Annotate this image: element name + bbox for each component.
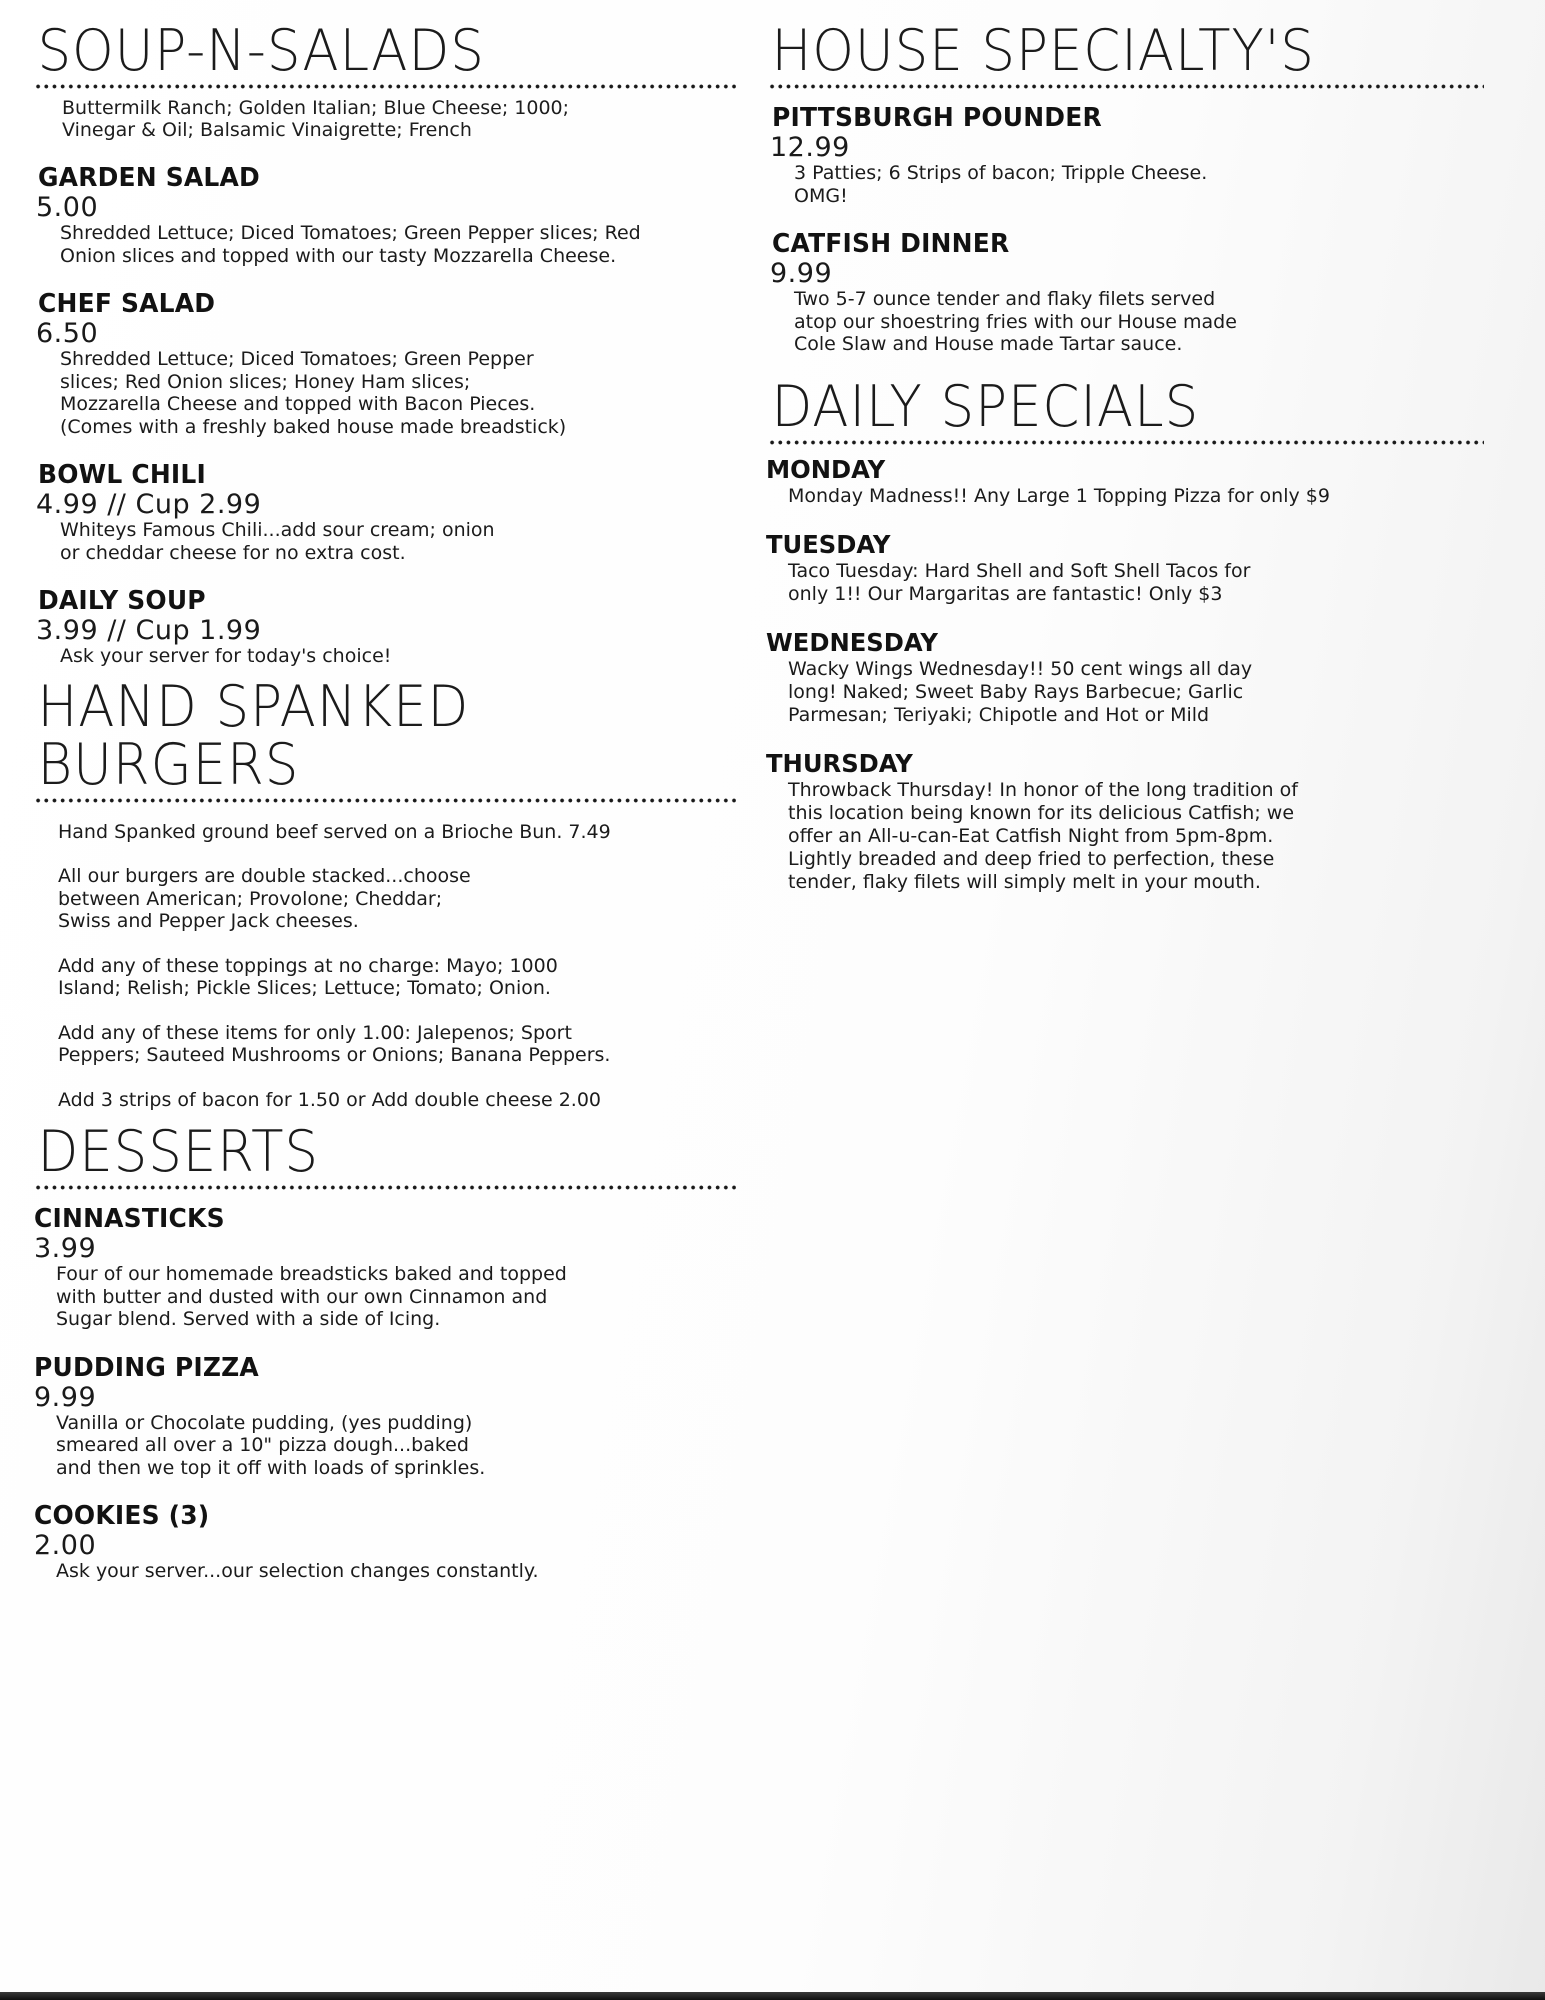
soup-salads-section xyxy=(30,18,736,668)
item-price: 4.99 // Cup 2.99 xyxy=(36,489,262,520)
item-description: Ask your server...our selection changes constantly. xyxy=(56,1560,539,1582)
section-title-soup-salads: SOUP-N-SALADS xyxy=(37,18,485,84)
day-description: Throwback Thursday! In honor of the long tradition of this location being known for its delicious Catfish; we offer an All-u-can-Eat Catfish Night from 5pm-8pm. Lightly breaded and deep fried to perfection, these tender, flaky filets will simply melt in your mouth. xyxy=(788,778,1298,893)
day-name: WEDNESDAY xyxy=(766,627,938,657)
item-description: Vanilla or Chocolate pudding, (yes pudding) smeared all over a 10" pizza dough...baked and then we top it off with loads of sprinkles. xyxy=(56,1411,486,1479)
day-name: MONDAY xyxy=(766,454,886,484)
item-name: DAILY SOUP xyxy=(38,586,206,616)
special-tuesday xyxy=(764,530,1484,606)
item-name: BOWL CHILI xyxy=(38,460,206,490)
item-description: Two 5-7 ounce tender and flaky filets served atop our shoestring fries with our House made Cole Slaw and House made Tartar sauce. xyxy=(794,288,1237,355)
dotted-divider xyxy=(34,84,736,89)
menu-item xyxy=(764,229,1484,356)
dressing-list: Buttermilk Ranch; Golden Italian; Blue Cheese; 1000; Vinegar & Oil; Balsamic Vinaigrette; French xyxy=(62,97,570,141)
menu-item xyxy=(30,1353,736,1480)
item-description: Ask your server for today's choice! xyxy=(60,645,392,667)
burger-paragraph: Add 3 strips of bacon for 1.50 or Add double cheese 2.00 xyxy=(58,1088,602,1111)
item-price: 6.50 xyxy=(36,318,99,349)
menu-item xyxy=(30,460,736,564)
section-title-daily-specials: DAILY SPECIALS xyxy=(771,373,1200,440)
item-description: Shredded Lettuce; Diced Tomatoes; Green Pepper slices; Red Onion slices; Honey Ham slices; Mozzarella Cheese and topped with Bacon Pieces. (Comes with a freshly baked house made breadstick) xyxy=(60,348,567,438)
house-specialties-section xyxy=(764,18,1484,356)
item-name: CINNASTICKS xyxy=(34,1204,225,1234)
item-price: 9.99 xyxy=(770,258,833,289)
item-price: 9.99 xyxy=(34,1381,97,1413)
left-column xyxy=(30,18,736,1605)
dotted-divider xyxy=(34,1185,736,1190)
item-price: 5.00 xyxy=(36,192,99,223)
item-price: 3.99 // Cup 1.99 xyxy=(36,615,262,646)
item-name: GARDEN SALAD xyxy=(38,163,260,193)
special-thursday xyxy=(764,749,1484,894)
desserts-section xyxy=(30,1119,736,1583)
special-wednesday xyxy=(764,628,1484,727)
item-description: Whiteys Famous Chili...add sour cream; onion or cheddar cheese for no extra cost. xyxy=(60,519,495,564)
item-description: Four of our homemade breadsticks baked and topped with butter and dusted with our own Cinnamon and Sugar blend. Served with a side of Icing. xyxy=(56,1263,567,1330)
menu-item xyxy=(764,103,1484,207)
day-name: TUESDAY xyxy=(766,529,891,559)
item-name: PUDDING PIZZA xyxy=(34,1352,259,1383)
day-description: Monday Madness!! Any Large 1 Topping Pizza for only $9 xyxy=(788,484,1330,507)
section-title-burgers: HAND SPANKED BURGERS xyxy=(37,673,470,798)
burger-paragraph: Add any of these toppings at no charge: Mayo; 1000 Island; Relish; Pickle Slices; Lettuce; Tomato; Onion. xyxy=(58,954,558,999)
day-description: Taco Tuesday: Hard Shell and Soft Shell Tacos for only 1!! Our Margaritas are fantastic! Only $3 xyxy=(788,559,1251,605)
item-name: CATFISH DINNER xyxy=(772,229,1010,259)
section-title-desserts: DESSERTS xyxy=(37,1119,319,1185)
item-description: 3 Patties; 6 Strips of bacon; Tripple Cheese. OMG! xyxy=(794,162,1208,207)
burger-paragraph: Add any of these items for only 1.00: Jalepenos; Sport Peppers; Sauteed Mushrooms or Onions; Banana Peppers. xyxy=(58,1021,611,1066)
section-title-house-specialties: HOUSE SPECIALTY'S xyxy=(771,18,1315,84)
menu-item xyxy=(30,1501,736,1583)
menu-item xyxy=(30,289,736,438)
item-name: COOKIES (3) xyxy=(34,1501,210,1531)
item-price: 3.99 xyxy=(34,1233,97,1264)
item-name: PITTSBURGH POUNDER xyxy=(772,103,1102,133)
day-description: Wacky Wings Wednesday!! 50 cent wings all day long! Naked; Sweet Baby Rays Barbecue; Garlic Parmesan; Teriyaki; Chipotle and Hot or Mild xyxy=(788,657,1253,726)
item-price: 2.00 xyxy=(34,1530,97,1561)
day-name: THURSDAY xyxy=(766,748,913,778)
page-bottom-edge xyxy=(0,1992,1545,2000)
menu-item xyxy=(30,1204,736,1331)
burger-paragraph: All our burgers are double stacked...choose between American; Provolone; Cheddar; Swiss and Pepper Jack cheeses. xyxy=(58,865,471,932)
burger-paragraph: Hand Spanked ground beef served on a Brioche Bun. 7.49 xyxy=(58,820,611,843)
item-name: CHEF SALAD xyxy=(38,289,216,319)
menu-item xyxy=(30,586,736,668)
daily-specials-section xyxy=(764,373,1484,894)
item-price: 12.99 xyxy=(770,132,850,163)
special-monday xyxy=(764,455,1484,508)
menu-item xyxy=(30,163,736,267)
dotted-divider xyxy=(34,798,736,803)
item-description: Shredded Lettuce; Diced Tomatoes; Green Pepper slices; Red Onion slices and topped with our tasty Mozzarella Cheese. xyxy=(60,222,641,267)
dotted-divider xyxy=(768,84,1484,89)
dotted-divider xyxy=(768,440,1484,445)
burgers-section xyxy=(30,673,736,1112)
right-column xyxy=(764,18,1484,916)
